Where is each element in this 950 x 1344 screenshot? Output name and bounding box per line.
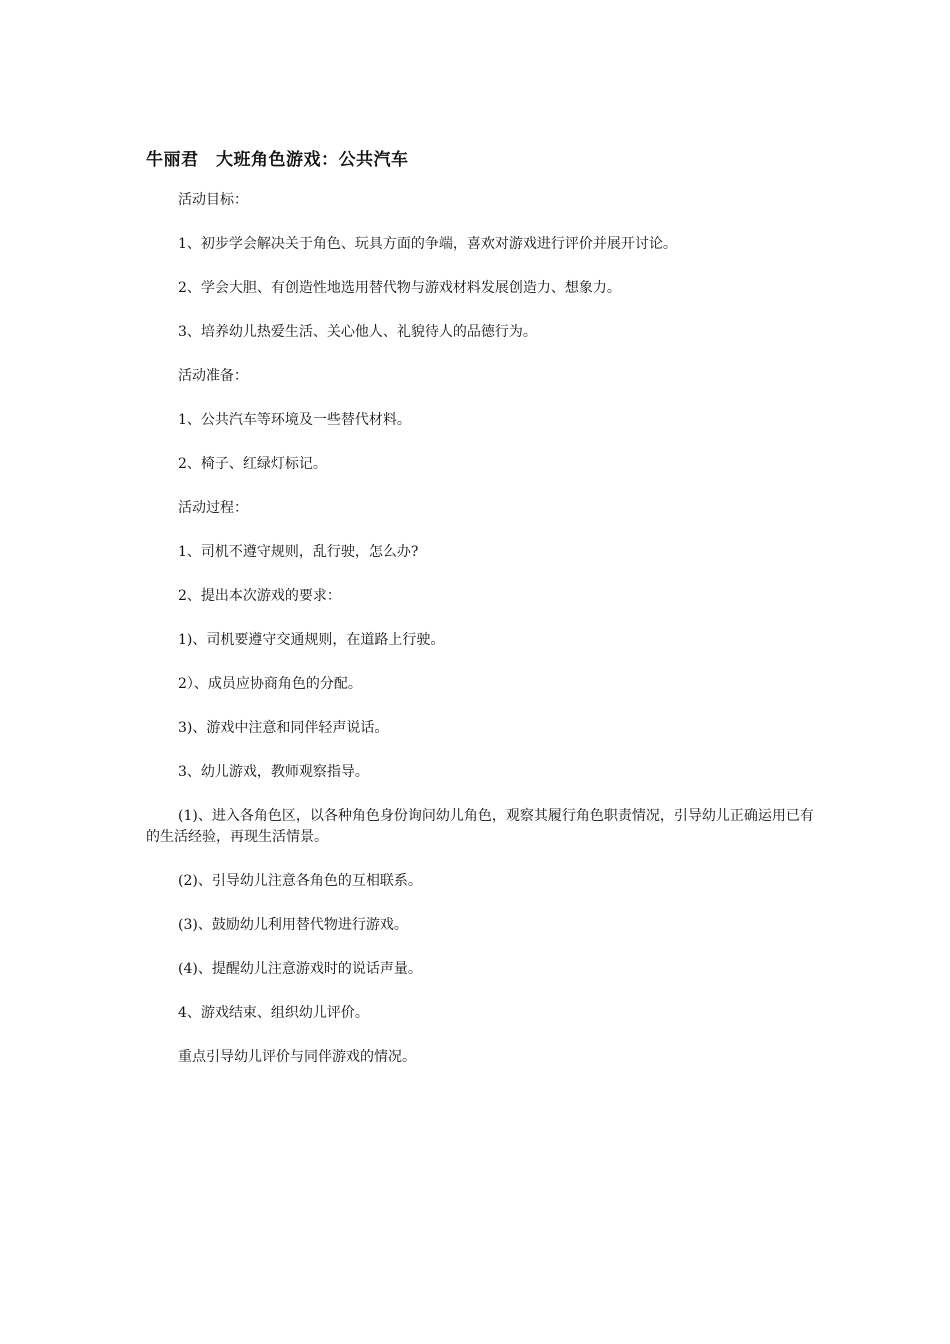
document-body bbox=[146, 190, 814, 1091]
section-heading-process: 活动过程： bbox=[178, 500, 248, 516]
closing-note: 重点引导幼儿评价与同伴游戏的情况。 bbox=[178, 1049, 416, 1065]
preparation-item: 2、椅子、红绿灯标记。 bbox=[178, 456, 327, 472]
document-title: 牛丽君 大班角色游戏：公共汽车 bbox=[146, 150, 409, 170]
section-heading-goals: 活动目标： bbox=[178, 192, 248, 208]
process-item: 1、司机不遵守规则，乱行驶，怎么办? bbox=[178, 544, 419, 560]
requirement-item: 2）、成员应协商角色的分配。 bbox=[178, 676, 362, 692]
goal-item: 3、培养幼儿热爱生活、关心他人、礼貌待人的品德行为。 bbox=[178, 324, 537, 340]
process-item: 4、游戏结束、组织幼儿评价。 bbox=[178, 1005, 369, 1021]
goal-item: 2、学会大胆、有创造性地选用替代物与游戏材料发展创造力、想象力。 bbox=[178, 280, 621, 296]
process-item: 2、提出本次游戏的要求： bbox=[178, 588, 341, 604]
section-heading-preparation: 活动准备： bbox=[178, 368, 248, 384]
requirement-item: 1)、司机要遵守交通规则，在道路上行驶。 bbox=[178, 632, 445, 648]
guidance-item: (2)、引导幼儿注意各角色的互相联系。 bbox=[178, 873, 422, 889]
guidance-item: (4)、提醒幼儿注意游戏时的说话声量。 bbox=[178, 961, 422, 977]
guidance-item: (3)、鼓励幼儿利用替代物进行游戏。 bbox=[178, 917, 408, 933]
requirement-item: 3)、游戏中注意和同伴轻声说话。 bbox=[178, 720, 389, 736]
preparation-item: 1、公共汽车等环境及一些替代材料。 bbox=[178, 412, 411, 428]
process-item: 3、幼儿游戏，教师观察指导。 bbox=[178, 764, 369, 780]
guidance-item: (1)、进入各角色区，以各种角色身份询问幼儿角色，观察其履行角色职责情况，引导幼儿正确运用已有的生活经验，再现生活情景。 bbox=[146, 808, 814, 845]
goal-item: 1、初步学会解决关于角色、玩具方面的争端，喜欢对游戏进行评价并展开讨论。 bbox=[178, 236, 677, 252]
